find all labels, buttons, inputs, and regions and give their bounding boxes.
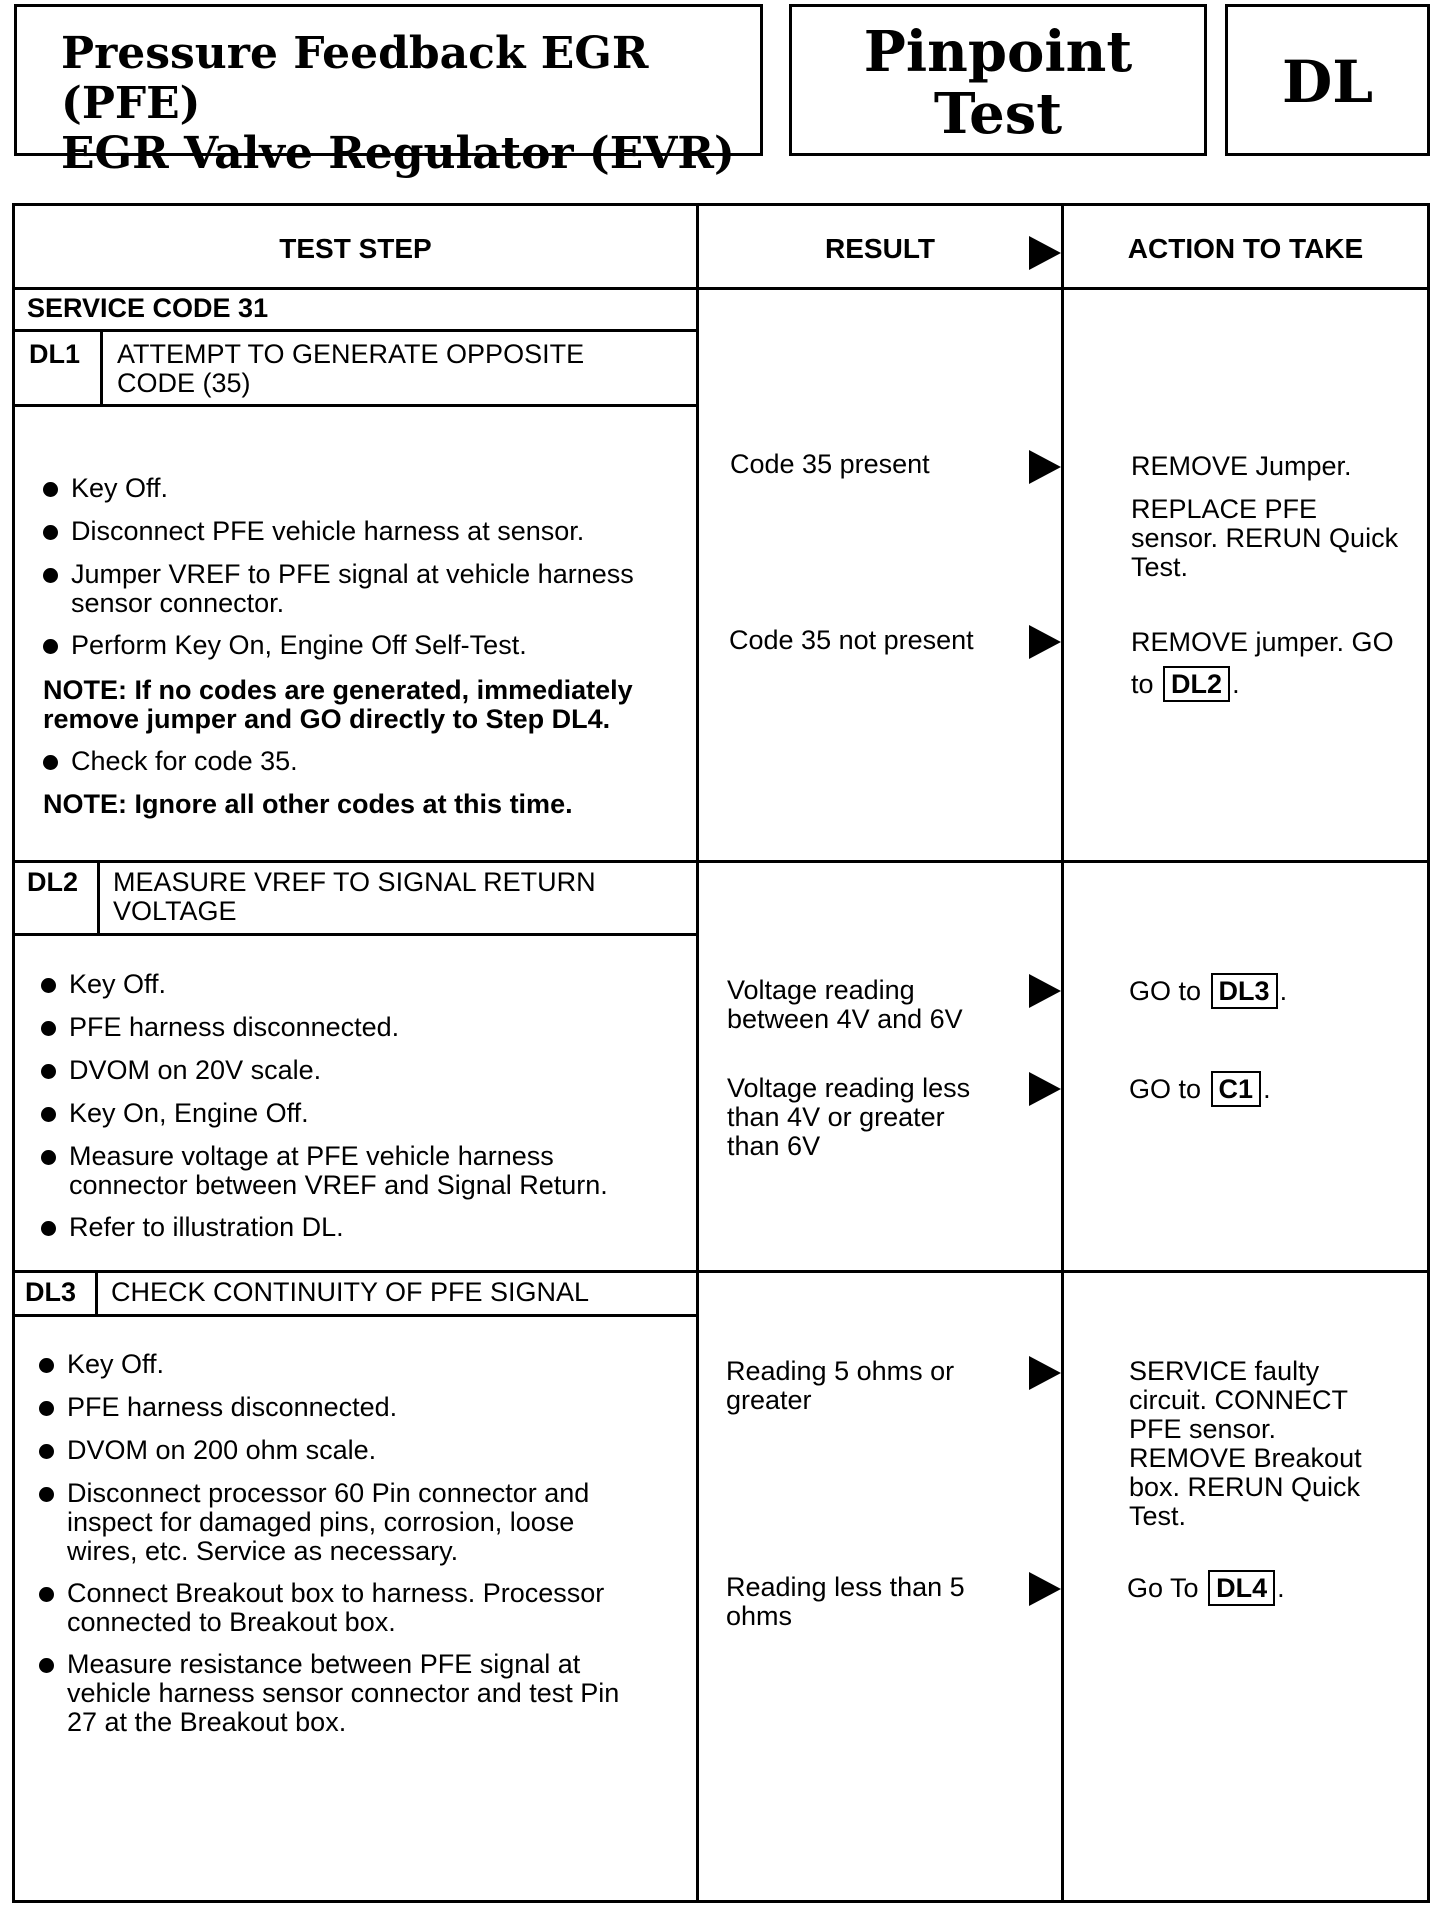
pinpoint-test-table [12, 203, 1430, 1903]
result-arrow-icon [1029, 1356, 1061, 1390]
dl3-instruction-6-cont-2: 27 at the Breakout box. [67, 1707, 347, 1737]
dl1-instruction-1: Key Off. [71, 473, 169, 503]
dl2-action-2-suffix: . [1263, 1074, 1271, 1104]
dl3-instruction-4-cont-1: inspect for damaged pins, corrosion, loose [67, 1507, 575, 1537]
dl2-action-2-prefix: GO to [1129, 1074, 1202, 1104]
test-code: DL [1281, 48, 1374, 116]
dl2-action-1-prefix: GO to [1129, 976, 1202, 1006]
dl1-note-1-line-2: remove jumper and GO directly to Step DL4. [43, 704, 611, 734]
bullet-icon [43, 482, 58, 497]
dl1-title-line-1: ATTEMPT TO GENERATE OPPOSITE [117, 339, 585, 369]
step-reference-dl3[interactable]: DL3 [1211, 973, 1278, 1009]
dl3-action-2 [1127, 1570, 1285, 1606]
dl3-result-2-line-1: Reading less than 5 [726, 1572, 965, 1602]
dl3-action-1-line-3: PFE sensor. [1129, 1414, 1277, 1444]
dl1-action-2-prefix: to [1131, 669, 1154, 699]
dl3-action-2-suffix: . [1277, 1573, 1285, 1603]
column-divider-test-result [696, 206, 699, 1900]
dl1-title-divider [15, 404, 696, 407]
dl2-title-line-2: VOLTAGE [113, 896, 237, 926]
result-arrow-icon [1029, 1572, 1061, 1606]
dl3-title: CHECK CONTINUITY OF PFE SIGNAL [111, 1277, 590, 1307]
dl1-action-1-line-3: sensor. RERUN Quick [1131, 523, 1399, 553]
bullet-icon [41, 1107, 56, 1122]
procedure-title-line-1: Pressure Feedback EGR (PFE) [61, 28, 649, 129]
dl3-id-divider [95, 1270, 98, 1314]
dl3-result-1-line-1: Reading 5 ohms or [726, 1356, 955, 1386]
dl2-instruction-3: DVOM on 20V scale. [69, 1055, 322, 1085]
procedure-title-line-2: EGR Valve Regulator (EVR) [61, 128, 735, 179]
bullet-icon [43, 568, 58, 583]
dl3-result-1-line-2: greater [726, 1385, 812, 1415]
step-reference-dl4[interactable]: DL4 [1208, 1570, 1275, 1606]
dl3-title-divider [15, 1314, 696, 1317]
dl2-result-2-line-1: Voltage reading less [727, 1073, 971, 1103]
dl2-result-1-line-2: between 4V and 6V [727, 1004, 963, 1034]
column-divider-result-action [1061, 206, 1064, 1900]
dl2-instruction-5-cont: connector between VREF and Signal Return. [69, 1170, 608, 1200]
dl3-action-1-line-1: SERVICE faulty [1129, 1356, 1320, 1386]
dl1-result-1: Code 35 present [730, 449, 930, 479]
dl1-action-1-line-1: REMOVE Jumper. [1131, 451, 1352, 481]
test-code-box [1225, 4, 1430, 156]
bullet-icon [43, 525, 58, 540]
dl3-action-1-line-4: REMOVE Breakout [1129, 1443, 1362, 1473]
step-id-dl1: DL1 [29, 339, 81, 369]
dl3-instruction-5: Connect Breakout box to harness. Processor [67, 1578, 605, 1608]
dl2-instruction-5: Measure voltage at PFE vehicle harness [69, 1141, 554, 1171]
step-id-dl2: DL2 [27, 867, 79, 897]
bullet-icon [41, 1021, 56, 1036]
dl2-action-1 [1129, 973, 1287, 1009]
service-code-divider [15, 329, 696, 332]
test-type-box [789, 4, 1207, 156]
dl1-instruction-2: Disconnect PFE vehicle harness at sensor. [71, 516, 585, 546]
bullet-icon [43, 755, 58, 770]
dl3-action-1-line-2: circuit. CONNECT [1129, 1385, 1349, 1415]
test-type-line-2: Test [933, 81, 1063, 147]
dl3-instruction-4: Disconnect processor 60 Pin connector and [67, 1478, 590, 1508]
dl3-result-2-line-2: ohms [726, 1601, 793, 1631]
column-header-action: ACTION TO TAKE [1127, 233, 1364, 264]
dl1-id-divider [100, 329, 103, 404]
dl1-instruction-5: Check for code 35. [71, 746, 298, 776]
dl2-action-2 [1129, 1071, 1271, 1107]
bullet-icon [39, 1358, 54, 1373]
dl1-instruction-3: Jumper VREF to PFE signal at vehicle harness [71, 559, 634, 589]
header-row-divider [15, 287, 1427, 290]
dl3-instruction-1: Key Off. [67, 1349, 165, 1379]
dl1-instruction-4: Perform Key On, Engine Off Self-Test. [71, 630, 527, 660]
column-header-test-step: TEST STEP [279, 233, 432, 264]
result-arrow-icon [1029, 1072, 1061, 1106]
dl1-result-2: Code 35 not present [729, 625, 974, 655]
dl2-result-1-line-1: Voltage reading [727, 975, 915, 1005]
step-reference-c1[interactable]: C1 [1211, 1071, 1262, 1107]
dl2-id-divider [97, 860, 100, 933]
dl1-instruction-3-cont: sensor connector. [71, 588, 285, 618]
bullet-icon [43, 639, 58, 654]
procedure-title-box [14, 4, 763, 179]
dl1-action-2-line-2 [1131, 666, 1240, 702]
step-reference-dl2[interactable]: DL2 [1163, 666, 1230, 702]
dl1-action-1-line-2: REPLACE PFE [1131, 494, 1318, 524]
result-arrow-icon [1029, 625, 1061, 659]
service-code-label: SERVICE CODE 31 [27, 293, 269, 323]
dl2-instruction-2: PFE harness disconnected. [69, 1012, 400, 1042]
dl3-instruction-6-cont-1: vehicle harness sensor connector and test Pin [67, 1678, 620, 1708]
dl2-instruction-6: Refer to illustration DL. [69, 1212, 344, 1242]
header-arrow-icon [1029, 236, 1061, 270]
bullet-icon [39, 1587, 54, 1602]
result-arrow-icon [1029, 974, 1061, 1008]
bullet-icon [39, 1444, 54, 1459]
dl2-result-2-line-2: than 4V or greater [727, 1102, 945, 1132]
dl3-action-1-line-5: box. RERUN Quick [1129, 1472, 1361, 1502]
bullet-icon [39, 1487, 54, 1502]
dl1-note-2: NOTE: Ignore all other codes at this time. [43, 789, 573, 819]
dl1-note-1-line-1: NOTE: If no codes are generated, immediately [43, 675, 633, 705]
step-id-dl3: DL3 [25, 1277, 77, 1307]
bullet-icon [41, 1221, 56, 1236]
dl1-title-line-2: CODE (35) [117, 368, 251, 398]
dl3-instruction-2: PFE harness disconnected. [67, 1392, 398, 1422]
dl1-action-1-line-4: Test. [1131, 552, 1189, 582]
bullet-icon [41, 1064, 56, 1079]
dl3-instruction-4-cont-2: wires, etc. Service as necessary. [67, 1536, 459, 1566]
dl2-title-divider [15, 933, 696, 936]
dl2-result-2-line-3: than 6V [727, 1131, 821, 1161]
dl3-action-1-line-6: Test. [1129, 1501, 1187, 1531]
dl3-instruction-5-cont: connected to Breakout box. [67, 1607, 396, 1637]
test-type-line-1: Pinpoint [863, 19, 1133, 85]
bullet-icon [39, 1401, 54, 1416]
dl3-action-2-prefix: Go To [1127, 1573, 1199, 1603]
dl2-title-line-1: MEASURE VREF TO SIGNAL RETURN [113, 867, 596, 897]
dl1-action-2-suffix: . [1232, 669, 1240, 699]
dl1-dl2-divider [15, 860, 1427, 863]
dl2-instruction-4: Key On, Engine Off. [69, 1098, 309, 1128]
bullet-icon [39, 1658, 54, 1673]
dl2-action-1-suffix: . [1279, 976, 1288, 1006]
bullet-icon [41, 1150, 56, 1165]
dl3-instruction-6: Measure resistance between PFE signal at [67, 1649, 581, 1679]
result-arrow-icon [1029, 450, 1061, 484]
dl1-action-2-line-1: REMOVE jumper. GO [1131, 627, 1394, 657]
column-header-result: RESULT [825, 233, 935, 264]
dl2-instruction-1: Key Off. [69, 969, 167, 999]
dl2-dl3-divider [15, 1270, 1427, 1273]
bullet-icon [41, 978, 56, 993]
dl3-instruction-3: DVOM on 200 ohm scale. [67, 1435, 377, 1465]
